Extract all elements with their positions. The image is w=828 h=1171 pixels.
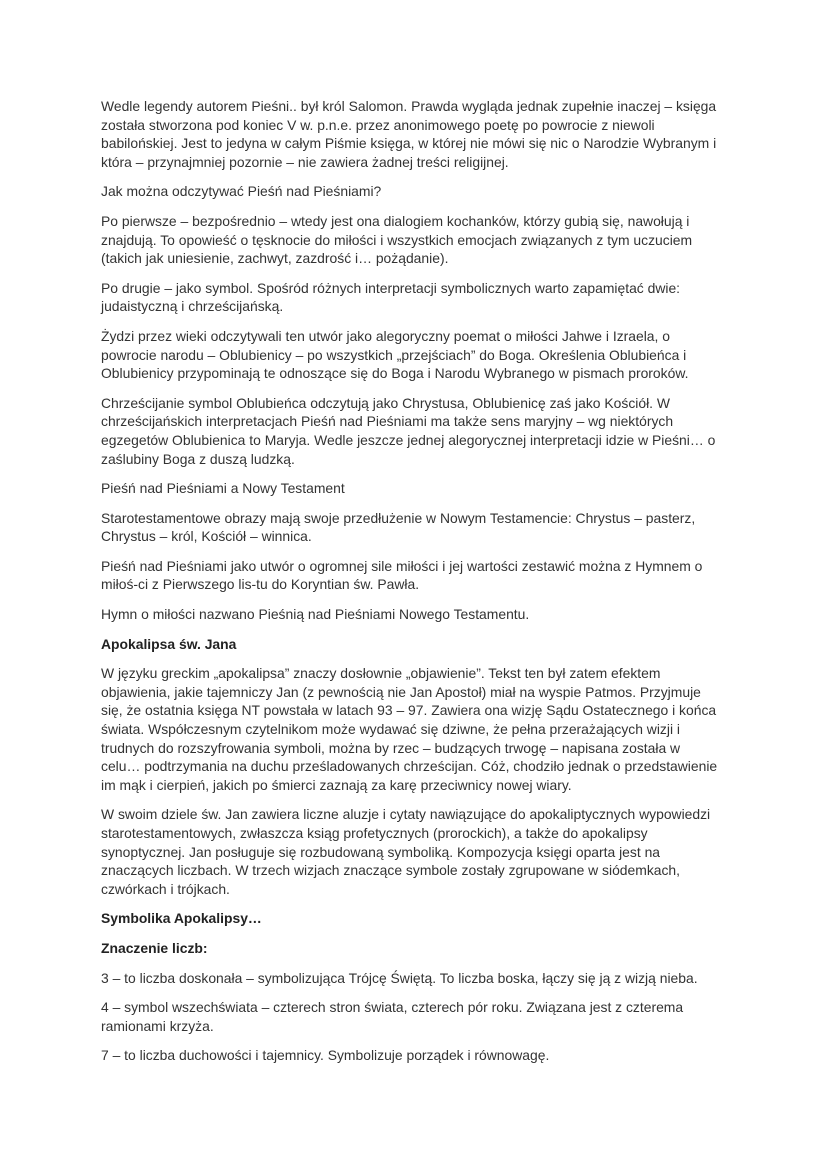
document-page	[101, 97, 723, 1076]
paragraph-hymn-comparison: Pieśń nad Pieśniami jako utwór o ogromnej sile miłości i jej wartości zestawić można z Hymnem o miłoś-ci z Pierwszego lis-tu do Koryntian św. Pawła.	[101, 557, 703, 593]
paragraph-new-testament-title: Pieśń nad Pieśniami a Nowy Testament	[101, 480, 345, 497]
heading-apocalypse: Apokalipsa św. Jana	[101, 635, 237, 652]
heading-symbolism: Symbolika Apokalipsy…	[101, 910, 262, 927]
paragraph-hymn-name: Hymn o miłości nazwano Pieśnią nad Pieśniami Nowego Testamentu.	[101, 606, 530, 623]
paragraph-first-reading: Po pierwsze – bezpośrednio – wtedy jest ona dialogiem kochanków, którzy gubią się, nawołują i znajdują. To opowieść o tęsknocie do miłości i wszystkich emocjach związanych z tym uczuciem (takich jak uniesienie, zachwyt, zazdrość i… pożądanie).	[101, 212, 693, 267]
paragraph-number-four: 4 – symbol wszechświata – czterech stron świata, czterech pór roku. Związana jest z czterema ramionami krzyża.	[101, 999, 684, 1034]
paragraph-legend-author: Wedle legendy autorem Pieśni.. był król Salomon. Prawda wygląda jednak zupełnie inaczej – księga została stworzona pod koniec V w. p.n.e. przez anonimowego poetę po powrocie z niewoli babilońskiej. Jest to jedyna w całym Piśmie księga, w której nie mówi się nic o Narodzie Wybranym i która – przynajmniej pozornie – nie zawiera żadnej treści religijnej.	[101, 98, 717, 170]
paragraph-apocalypse-meaning: W języku greckim „apokalipsa” znaczy dosłownie „objawienie”. Tekst ten był zatem efektem objawienia, jakie tajemniczy Jan (z pewnością nie Jan Apostoł) miał na wyspie Patmos. Przyjmuje się, że ostatnia księga NT powstała w latach 93 – 97. Zawiera ona wizję Sądu Ostatecznego i końca świata. Współczesnym czytelnikom może wydawać się dziwne, że pełna przerażających wizji i trudnych do rozszyfrowania symboli, można by rzec – budzących trwogę – napisana została w celu… podtrzymania na duchu prześladowanych chrześcijan. Cóż, chodziło jednak o przedstawienie im mąk i cierpień, jakich po śmierci zaznają za karę przeciwnicy nowej wiary.	[101, 665, 718, 793]
paragraph-apocalypse-allusions: W swoim dziele św. Jan zawiera liczne aluzje i cytaty nawiązujące do apokaliptycznych wypowiedzi starotestamentowych, zwłaszcza ksiąg profetycznych (prorockich), a także do apokalipsy synoptycznej. Jan posługuje się rozbudowaną symboliką. Kompozycja księgi oparta jest na znaczących liczbach. W trzech wizjach znaczące symbole zostały zgrupowane w siódemkach, czwórkach i trójkach.	[101, 806, 711, 897]
paragraph-number-three: 3 – to liczba doskonała – symbolizująca Trójcę Świętą. To liczba boska, łączy się ją z wizją nieba.	[101, 969, 698, 986]
paragraph-jewish-interpretation: Żydzi przez wieki odczytywali ten utwór jako alegoryczny poemat o miłości Jahwe i Izraela, o powrocie narodu – Oblubienicy – po wszystkich „przejściach” do Boga. Określenia Oblubieńca i Oblubienicy przypominają te odnoszące się do Boga i Narodu Wybranego w pismach proroków.	[101, 327, 689, 382]
paragraph-old-testament-images: Starotestamentowe obrazy mają swoje przedłużenie w Nowym Testamencie: Chrystus – pasterz, Chrystus – król, Kościół – winnica.	[101, 509, 696, 545]
paragraph-question: Jak można odczytywać Pieśń nad Pieśniami?	[101, 183, 382, 200]
paragraph-second-reading: Po drugie – jako symbol. Spośród różnych interpretacji symbolicznych warto zapamiętać dwie: judaistyczną i chrześcijańską.	[101, 279, 681, 315]
heading-numbers-meaning: Znaczenie liczb:	[101, 939, 208, 956]
paragraph-christian-interpretation: Chrześcijanie symbol Oblubieńca odczytują jako Chrystusa, Oblubienicę zaś jako Kościół. W chrześcijańskich interpretacjach Pieśń nad Pieśniami ma także sens maryjny – wg niektórych egzegetów Oblubienica to Maryja. Wedle jeszcze jednej alegorycznej interpretacji idzie w Pieśni… o zaślubiny Boga z duszą ludzką.	[101, 394, 716, 467]
paragraph-number-seven: 7 – to liczba duchowości i tajemnicy. Symbolizuje porządek i równowagę.	[101, 1047, 550, 1064]
